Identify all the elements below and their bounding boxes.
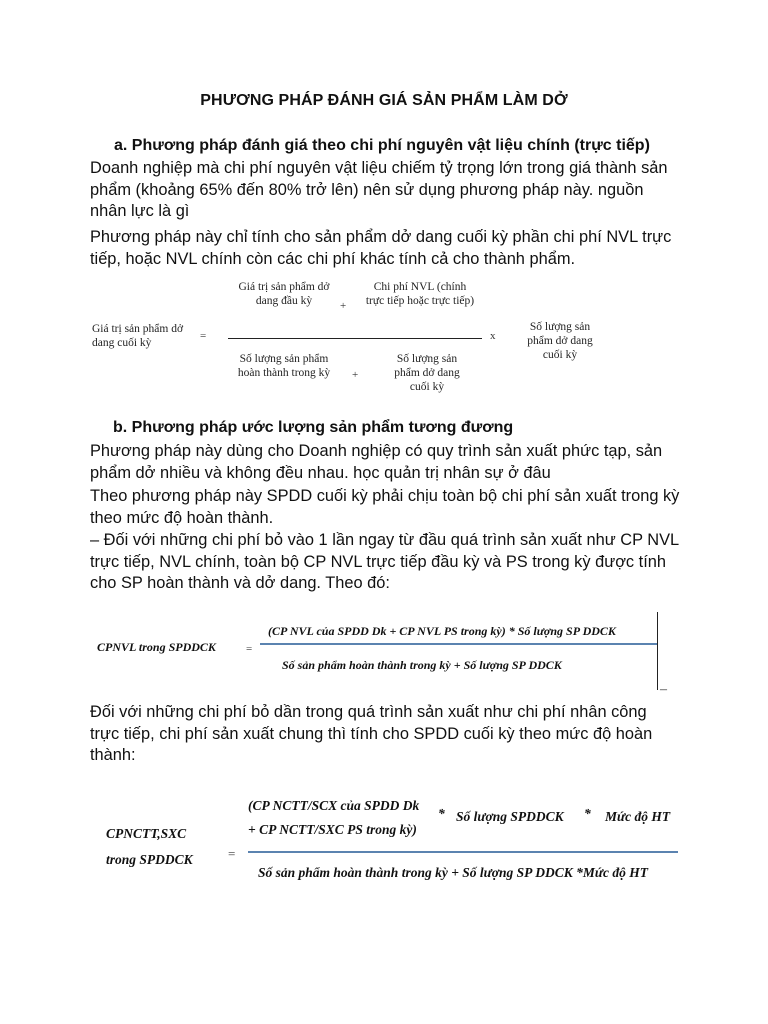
formula-b2-num-line1: (CP NCTT/SCX của SPDD Dk	[248, 798, 420, 813]
formula-b1-denominator: Số sản phẩm hoàn thành trong kỳ + Số lượng SP DDCK	[282, 658, 562, 672]
formula-b1-numerator: (CP NVL của SPDD Dk + CP NVL PS trong kỳ) * Số lượng SP DDCK	[268, 624, 616, 638]
section-b-paragraph-1: Phương pháp này dùng cho Doanh nghiệp có quy trình sản xuất phức tạp, sản phẩm dở nhiều và không đều nhau. học quản trị nhân sự ở đâu	[90, 442, 663, 482]
formula-b1-fraction-line	[260, 643, 658, 645]
section-a-paragraph-1: Doanh nghiệp mà chi phí nguyên vật liệu chiếm tỷ trọng lớn trong giá thành sản phẩm (khoảng 65% đến 80% trở lên) nên sử dụng phương pháp này. nguồn nhân lực là gì	[90, 159, 668, 220]
section-a-heading: a. Phương pháp đánh giá theo chi phí nguyên vật liệu chính (trực tiếp)	[114, 137, 650, 154]
formula-a-lhs: Giá trị sản phẩm dở dang cuối kỳ	[92, 323, 184, 349]
formula-b2-mult-2: *	[584, 806, 591, 821]
section-a-paragraph-2: Phương pháp này chỉ tính cho sản phẩm dở dang cuối kỳ phần chi phí NVL trực tiếp, hoặc NVL chính còn các chi phí khác tính cả cho thành phẩm.	[90, 228, 672, 268]
formula-b1-dash: –	[660, 682, 667, 697]
formula-b1-lhs: CPNVL trong SPDDCK	[97, 640, 216, 654]
formula-b1-right-rule	[657, 612, 658, 690]
formula-a-num-a: Giá trị sản phẩm dở dang đầu kỳ	[238, 281, 330, 307]
formula-a-den-a: Số lượng sản phẩm hoàn thành trong kỳ	[237, 353, 331, 379]
formula-a-num-b: Chi phí NVL (chính trực tiếp hoặc trực tiếp)	[365, 281, 475, 307]
formula-b2-equals: =	[228, 846, 236, 861]
section-b-paragraph-4: Đối với những chi phí bỏ dần trong quá trình sản xuất như chi phí nhân công trực tiếp, chi phí sản xuất chung thì tính cho SPDD cuối kỳ theo mức độ hoàn thành:	[90, 703, 653, 764]
formula-b2-qty: Số lượng SPDDCK	[456, 809, 564, 824]
formula-b2-level: Mức độ HT	[605, 809, 671, 824]
formula-b2-lhs-line2: trong SPDDCK	[106, 852, 193, 867]
formula-b1-equals: =	[246, 643, 253, 655]
formula-a-fraction-line	[228, 338, 482, 339]
section-b-paragraph-3: – Đối với những chi phí bỏ vào 1 lần ngay từ đầu quá trình sản xuất như CP NVL trực tiếp, NVL chính, toàn bộ CP NVL trực tiếp đầu kỳ và PS trong kỳ được tính cho SP hoàn thành và dở dang. Theo đó:	[90, 531, 679, 592]
formula-a-rhs: Số lượng sản phẩm dở dang cuối kỳ	[527, 321, 593, 361]
section-b-heading: b. Phương pháp ước lượng sản phẩm tương đương	[113, 419, 514, 436]
formula-a-plus-top: +	[340, 300, 347, 312]
section-b-paragraph-2: Theo phương pháp này SPDD cuối kỳ phải chịu toàn bộ chi phí sản xuất trong kỳ theo mức độ hoàn thành.	[90, 487, 680, 527]
formula-b2-num-line2: + CP NCTT/SXC PS trong kỳ)	[248, 822, 417, 837]
formula-b2-mult-1: *	[438, 806, 445, 821]
formula-b2-lhs-line1: CPNCTT,SXC	[106, 826, 187, 841]
formula-a-times: x	[490, 330, 496, 342]
formula-a-den-b: Số lượng sản phẩm dở dang cuối kỳ	[394, 353, 460, 393]
formula-b2-denominator: Số sản phẩm hoàn thành trong kỳ + Số lượng SP DDCK *Mức độ HT	[258, 865, 648, 880]
formula-a-equals: =	[200, 330, 207, 342]
page-title: PHƯƠNG PHÁP ĐÁNH GIÁ SẢN PHẨM LÀM DỞ	[200, 92, 568, 109]
formula-b2-fraction-line	[248, 851, 678, 853]
formula-a-plus-bottom: +	[352, 369, 359, 381]
